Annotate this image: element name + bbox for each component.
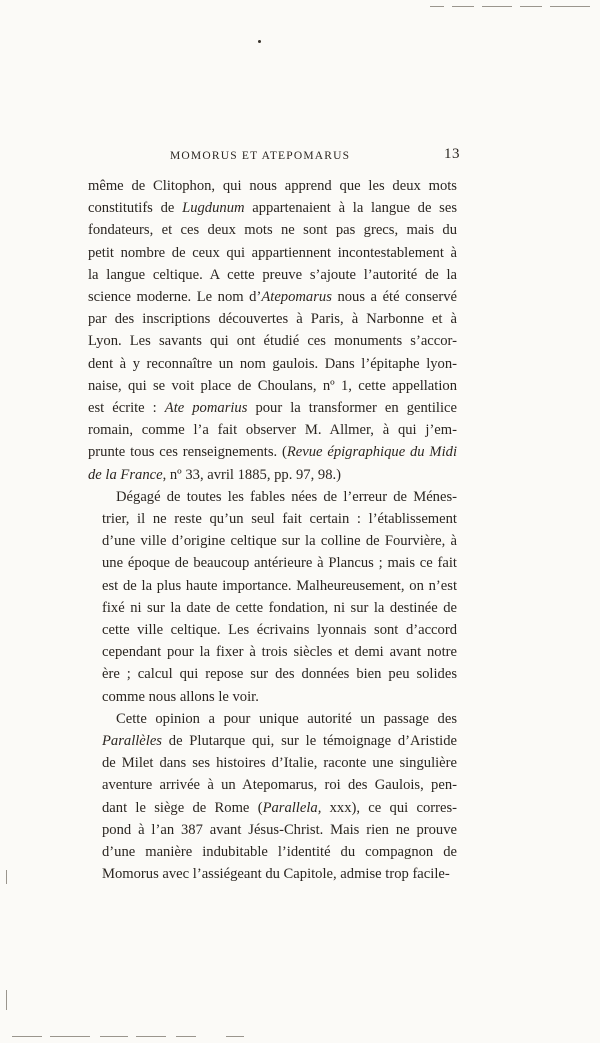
- text-run: la langue celtique. A cette preuve s’ajoute l’autorité de la: [88, 266, 457, 283]
- text-line: [88, 397, 457, 419]
- text-run: trier, il ne reste qu’un seul fait certain : l’établissement: [102, 511, 457, 528]
- text-line: [88, 242, 457, 264]
- text-run: même de Clitophon, qui nous apprend que les deux mots: [88, 178, 457, 194]
- text-line: [88, 419, 457, 441]
- italic-run: Atepomarus: [261, 289, 332, 306]
- text-line: [88, 774, 457, 796]
- text-run: par des inscriptions découvertes à Paris, à Narbonne et à: [88, 311, 457, 328]
- italic-run: de la France: [88, 466, 163, 483]
- text-run: prunte tous ces renseignements. (: [88, 444, 287, 461]
- italic-run: Lugdunum: [182, 200, 245, 217]
- text-run: petit nombre de ceux qui appartiennent incontestablement à: [88, 244, 457, 261]
- italic-run: Parallela,: [262, 799, 322, 816]
- top-edge-rule: [550, 6, 590, 7]
- text-line: [88, 730, 457, 752]
- text-line: [88, 841, 457, 863]
- page-number: 13: [444, 146, 460, 162]
- bottom-edge-rule: [226, 1036, 244, 1037]
- text-line: [88, 197, 457, 219]
- bottom-edge-rule: [176, 1036, 196, 1037]
- text-line: [88, 597, 457, 619]
- text-run: Cette opinion a pour unique autorité un passage des: [116, 710, 457, 727]
- text-line: [88, 219, 457, 241]
- text-run: nous a été conservé: [331, 289, 458, 306]
- text-run: cependant pour la fixer à trois siècles et demi avant notre: [102, 644, 457, 661]
- text-line: [88, 530, 457, 552]
- italic-run: Parallèles: [102, 733, 162, 750]
- text-run: Lyon. Les savants qui ont étudié ces monuments s’accor-: [88, 333, 457, 350]
- running-head-title: MOMORUS ET ATEPOMARUS: [170, 150, 351, 162]
- text-run: ère ; calcul qui repose sur des données bien peu solides: [102, 666, 457, 683]
- text-line: [88, 264, 457, 286]
- text-run: Momorus avec l’assiégeant du Capitole, admise trop facile-: [102, 866, 450, 883]
- body-text: [88, 175, 457, 886]
- text-line: [88, 508, 457, 530]
- text-run: appartenaient à la langue de ses: [244, 200, 457, 217]
- text-run: fixé ni sur la date de cette fondation, ni sur la destinée de: [102, 599, 457, 616]
- text-run: romain, comme l’a fait observer M. Allmer, à qui j’em-: [88, 422, 457, 439]
- text-run: est de la plus haute importance. Malheureusement, on n’est: [102, 577, 457, 594]
- text-line: [88, 663, 457, 685]
- text-line: [88, 819, 457, 841]
- text-line: [88, 619, 457, 641]
- bottom-edge-rule: [12, 1036, 42, 1037]
- text-run: xxx), ce qui corres-: [321, 799, 457, 816]
- top-edge-rule: [482, 6, 512, 7]
- paragraph: [88, 708, 457, 886]
- text-run: une époque de beaucoup antérieure à Plancus ; mais ce fait: [102, 555, 457, 572]
- bottom-edge-rule: [100, 1036, 128, 1037]
- text-line: [88, 552, 457, 574]
- text-run: dant le siège de Rome (: [102, 799, 263, 816]
- text-line: [88, 353, 457, 375]
- italic-run: Revue épigraphique du Midi: [286, 444, 457, 461]
- bottom-edge-rule: [136, 1036, 166, 1037]
- text-run: fondateurs, et ces deux mots ne sont pas grecs, mais du: [88, 222, 457, 239]
- top-edge-rule: [520, 6, 542, 7]
- text-line: [88, 464, 457, 486]
- running-head: [170, 146, 460, 168]
- text-line: [88, 308, 457, 330]
- text-line: [88, 286, 457, 308]
- text-line: [88, 797, 457, 819]
- text-run: science moderne. Le nom d’: [88, 289, 262, 306]
- text-line: [88, 641, 457, 663]
- text-run: constitutifs de: [88, 200, 183, 217]
- text-run: aventure arrivée à un Atepomarus, roi des Gaulois, pen-: [102, 777, 457, 794]
- text-line: [88, 708, 457, 730]
- italic-run: Ate pomarius: [164, 400, 248, 417]
- text-line: [88, 375, 457, 397]
- text-run: pond à l’an 387 avant Jésus-Christ. Mais rien ne prouve: [102, 821, 457, 838]
- left-edge-mark: [6, 990, 7, 1010]
- top-edge-rule: [452, 6, 474, 7]
- text-run: d’une manière indubitable l’identité du compagnon de: [102, 844, 457, 861]
- text-run: comme nous allons le voir.: [102, 688, 259, 705]
- text-line: [88, 330, 457, 352]
- text-run: Dégagé de toutes les fables nées de l’erreur de Ménes-: [116, 488, 457, 505]
- text-run: d’une ville d’origine celtique sur la colline de Fourvière, à: [102, 533, 457, 550]
- paragraph: [88, 175, 457, 486]
- text-run: naise, qui se voit place de Choulans, nº 1, cette appellation: [88, 377, 457, 394]
- paragraph: [88, 486, 457, 708]
- text-run: , nº 33, avril 1885, pp. 97, 98.): [162, 466, 341, 483]
- text-line: [88, 486, 457, 508]
- left-edge-mark: [6, 870, 7, 884]
- text-run: de Milet dans ses histoires d’Italie, raconte une singulière: [102, 755, 457, 772]
- text-line: [88, 575, 457, 597]
- text-line: [88, 863, 457, 885]
- text-run: est écrite :: [88, 400, 165, 417]
- text-run: pour la transformer en gentilice: [247, 400, 457, 417]
- text-run: de Plutarque qui, sur le témoignage d’Aristide: [162, 733, 457, 750]
- text-run: dent à y reconnaître un nom gaulois. Dans l’épitaphe lyon-: [88, 355, 457, 372]
- text-line: [88, 686, 457, 708]
- ink-speck: [258, 40, 261, 43]
- bottom-edge-rule: [50, 1036, 90, 1037]
- text-line: [88, 175, 457, 197]
- text-line: [88, 441, 457, 463]
- text-line: [88, 752, 457, 774]
- text-run: cette ville celtique. Les écrivains lyonnais sont d’accord: [102, 622, 457, 639]
- top-edge-rule: [430, 6, 444, 7]
